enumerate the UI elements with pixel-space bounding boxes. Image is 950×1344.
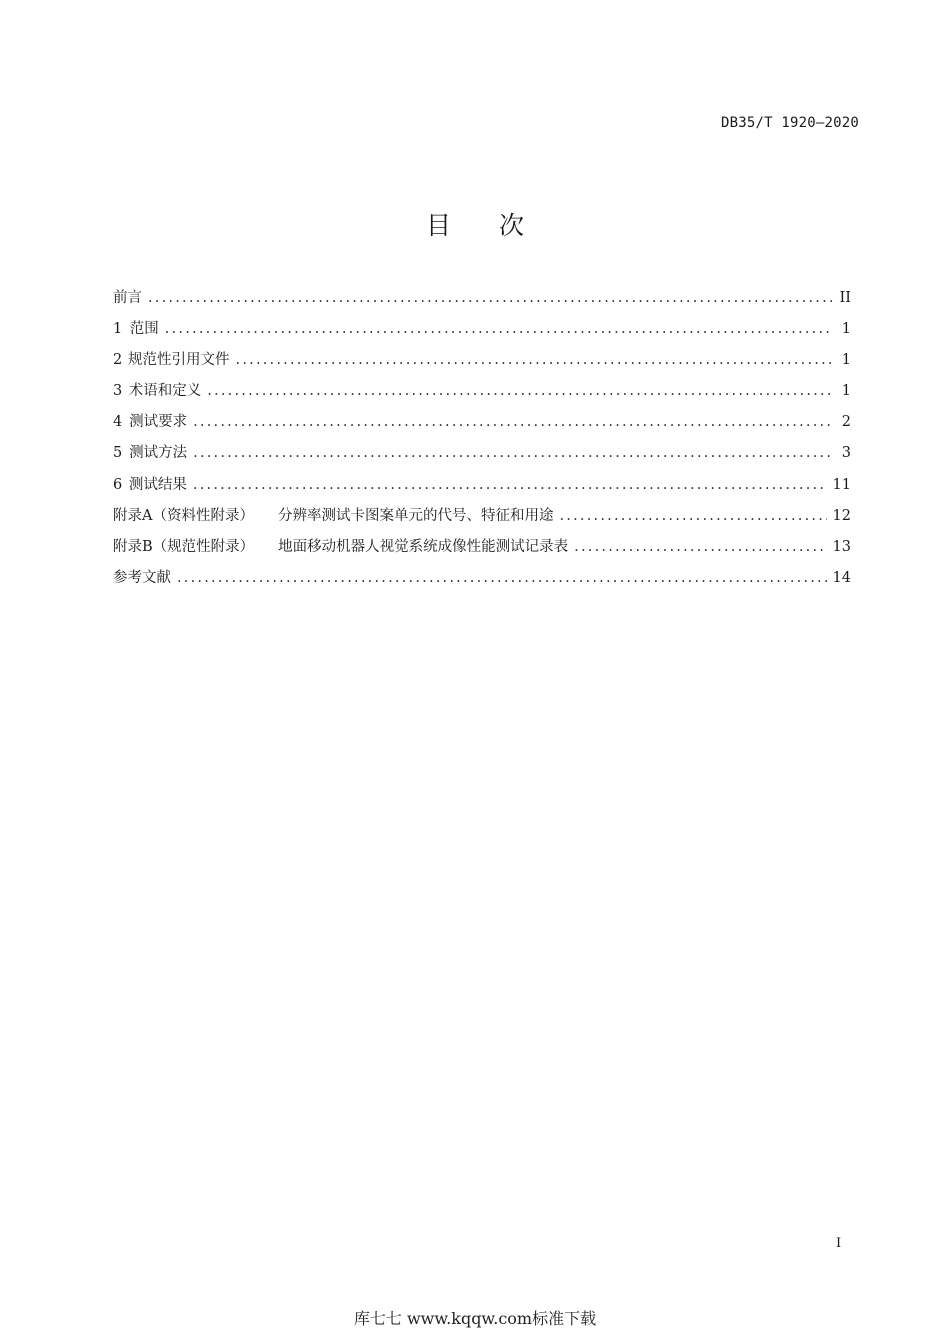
toc-entry-annex-b[interactable]	[113, 535, 851, 566]
toc-entry-number: 1	[113, 321, 123, 338]
page-number: I	[836, 1236, 842, 1251]
toc-entry-label: 分辨率测试卡图案单元的代号、特征和用途	[277, 507, 554, 524]
toc-annex-tag: 附录A（资料性附录）	[113, 507, 254, 524]
toc-dot-leader	[193, 445, 833, 461]
toc-entry-number: 6	[113, 476, 123, 493]
watermark-footer: 库七七 www.kqqw.com标准下载	[353, 1309, 597, 1328]
toc-entry-page: 11	[832, 476, 851, 493]
toc-entry-test-results[interactable]	[113, 473, 851, 504]
toc-dot-leader	[177, 570, 827, 586]
toc-dot-leader	[193, 477, 827, 493]
toc-entry-number: 2	[113, 352, 123, 369]
toc-entry-page: 1	[841, 383, 851, 400]
toc-entry-label: 测试方法	[129, 445, 188, 462]
toc-title	[0, 206, 950, 242]
document-code: DB35/T 1920—2020	[720, 115, 859, 131]
toc-entry-label: 术语和定义	[128, 383, 202, 400]
toc-entry-annex-a[interactable]	[113, 504, 851, 535]
toc-entry-page: II	[839, 290, 851, 306]
toc-entry-label: 测试要求	[129, 414, 188, 431]
toc-dot-leader	[165, 321, 833, 337]
toc-entry-test-methods[interactable]	[113, 441, 851, 472]
toc-dot-leader	[148, 290, 833, 306]
toc-entry-label: 地面移动机器人视觉系统成像性能测试记录表	[278, 538, 569, 555]
toc-entry-terms-definitions[interactable]	[113, 379, 851, 410]
toc-entry-page: 13	[832, 538, 851, 555]
toc-entry-label: 参考文献	[113, 569, 171, 586]
toc-entry-label: 规范性引用文件	[128, 352, 230, 369]
toc-entry-number: 4	[113, 414, 123, 431]
toc-dot-leader	[236, 352, 833, 368]
toc-entry-page: 1	[841, 321, 851, 338]
toc-entry-bibliography[interactable]	[113, 566, 851, 597]
toc-entry-test-requirements[interactable]	[113, 410, 851, 441]
toc-entry-label: 测试结果	[128, 476, 187, 493]
toc-entry-normative-references[interactable]	[113, 348, 851, 379]
toc-dot-leader	[207, 383, 833, 399]
toc-title-char-1: 目	[425, 211, 451, 240]
toc-entry-page: 3	[841, 445, 851, 462]
toc-entry-page: 2	[841, 414, 851, 431]
toc-entry-label: 前言	[113, 290, 142, 306]
toc-entry-scope[interactable]	[113, 317, 851, 348]
toc-list	[113, 286, 851, 597]
toc-annex-tag: 附录B（规范性附录）	[113, 538, 255, 555]
toc-dot-leader	[559, 508, 826, 524]
toc-entry-number: 5	[113, 445, 123, 462]
toc-title-char-2: 次	[499, 211, 525, 240]
toc-entry-foreword[interactable]	[113, 286, 851, 317]
toc-entry-page: 14	[832, 569, 851, 586]
toc-entry-page: 1	[841, 352, 851, 369]
toc-entry-page: 12	[832, 507, 851, 524]
toc-entry-label: 范围	[129, 321, 159, 338]
toc-dot-leader	[574, 539, 826, 555]
toc-dot-leader	[193, 414, 833, 430]
toc-entry-number: 3	[113, 383, 123, 400]
